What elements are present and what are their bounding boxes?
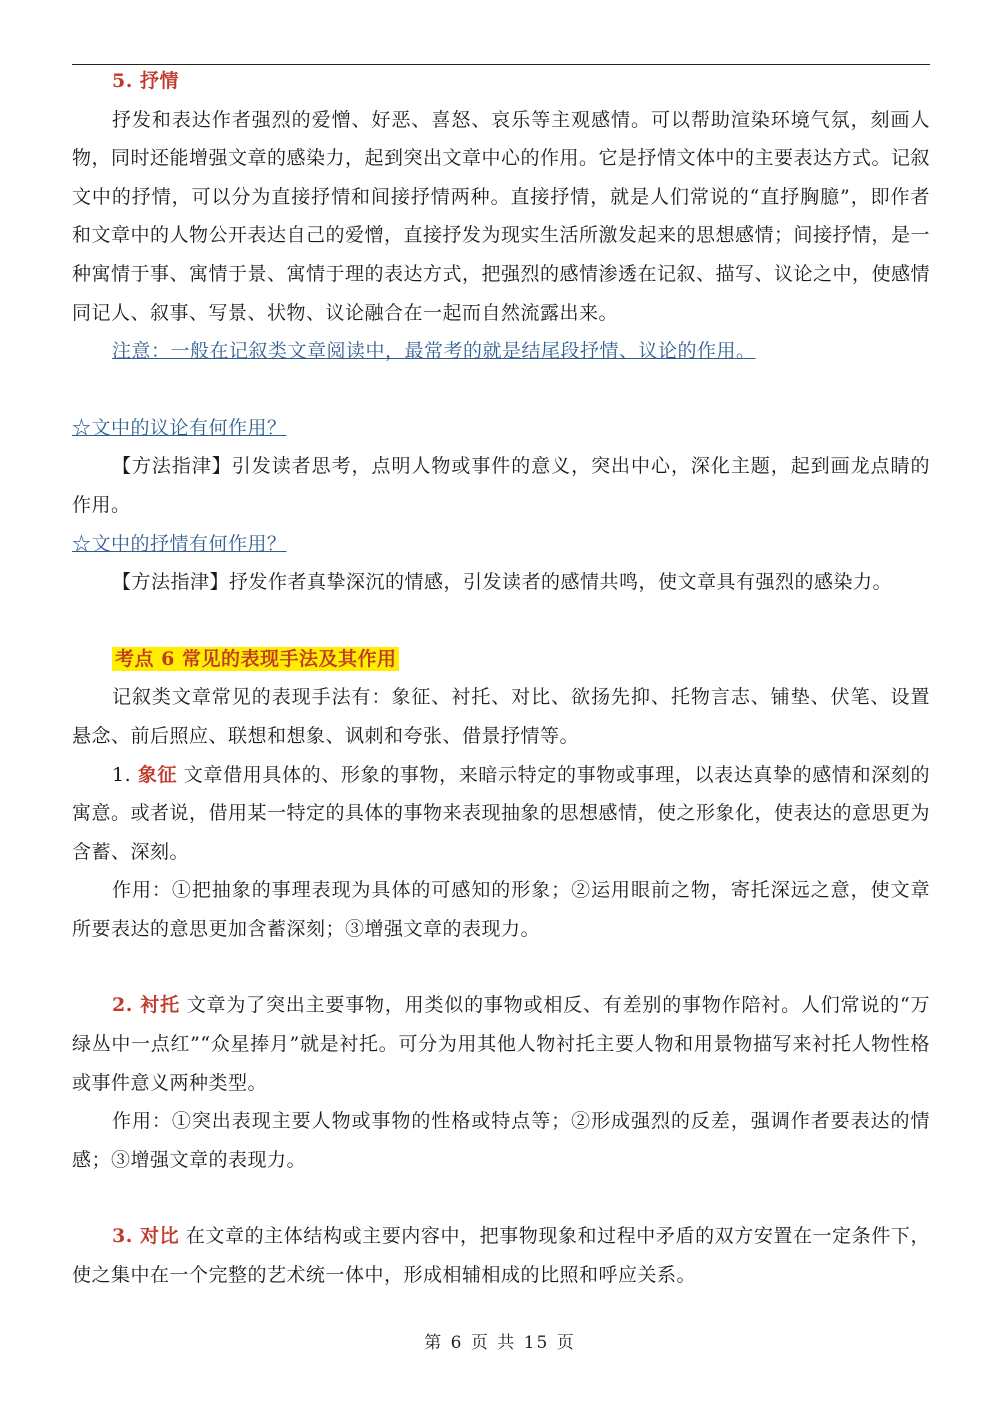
item-contrast-foil-effect: 作用：①突出表现主要人物或事物的性格或特点等；②形成强烈的反差，强调作者要表达的情感；③增强文章的表现力。	[72, 1110, 930, 1171]
section-heading-5: 5. 抒情	[112, 70, 179, 92]
item-comparison: 3. 对比 在文章的主体结构或主要内容中，把事物现象和过程中矛盾的双方安置在一定条件下，使之集中在一个完整的艺术统一体中，形成相辅相成的比照和呼应关系。	[72, 1225, 931, 1287]
page-body	[72, 62, 930, 1295]
kaodian-title: 考点 6 常见的表现手法及其作用	[72, 640, 930, 679]
item-symbolism-effect: 作用：①把抽象的事理表现为具体的可感知的形象；②运用眼前之物，寄托深远之意，使文章所要表达的意思更加含蓄深刻；③增强文章的表现力。	[72, 879, 930, 940]
kaodian-intro: 记叙类文章常见的表现手法有：象征、衬托、对比、欲扬先抑、托物言志、铺垫、伏笔、设置悬念、前后照应、联想和想象、讽刺和夸张、借景抒情等。	[72, 686, 930, 747]
note-text: 注意：一般在记叙类文章阅读中，最常考的就是结尾段抒情、议论的作用。	[112, 340, 756, 363]
section-paragraph: 抒发和表达作者强烈的爱憎、好恶、喜怒、哀乐等主观感情。可以帮助渲染环境气氛，刻画人物，同时还能增强文章的感染力，起到突出文章中心的作用。它是抒情文体中的主要表达方式。记叙文中的抒情，可以分为直接抒情和间接抒情两种。直接抒情，就是人们常说的“直抒胸臆”，即作者和文章中的人物公开表达自己的爱憎，直接抒发为现实生活所激发起来的思想感情；间接抒情，是一种寓情于事、寓情于景、寓情于理的表达方式，把强烈的感情渗透在记叙、描写、议论之中，使感情同记人、叙事、写景、状物、议论融合在一起而自然流露出来。	[72, 108, 931, 324]
item-symbolism: 1. 象征 文章借用具体的、形象的事物，来暗示特定的事物或事理，以表达真挚的感情和深刻的寓意。或者说，借用某一特定的具体的事物来表现抽象的思想感情，使之形象化，使表达的意思更为含蓄、深刻。	[72, 763, 931, 863]
question-2: ☆文中的抒情有何作用？	[72, 532, 287, 555]
question-1: ☆文中的议论有何作用？	[72, 416, 287, 439]
answer-2: 【方法指津】抒发作者真挚深沉的情感，引发读者的感情共鸣，使文章具有强烈的感染力。	[112, 571, 893, 594]
answer-1: 【方法指津】引发读者思考，点明人物或事件的意义，突出中心，深化主题，起到画龙点睛的作用。	[72, 455, 930, 516]
item-contrast-foil: 2. 衬托 文章为了突出主要事物，用类似的事物或相反、有差别的事物作陪衬。人们常说的“万绿丛中一点红”“众星捧月”就是衬托。可分为用其他人物衬托主要人物和用景物描写来衬托人物性格或事件意义两种类型。	[72, 994, 930, 1094]
page-footer: 第 6 页 共 15 页	[424, 1333, 576, 1353]
